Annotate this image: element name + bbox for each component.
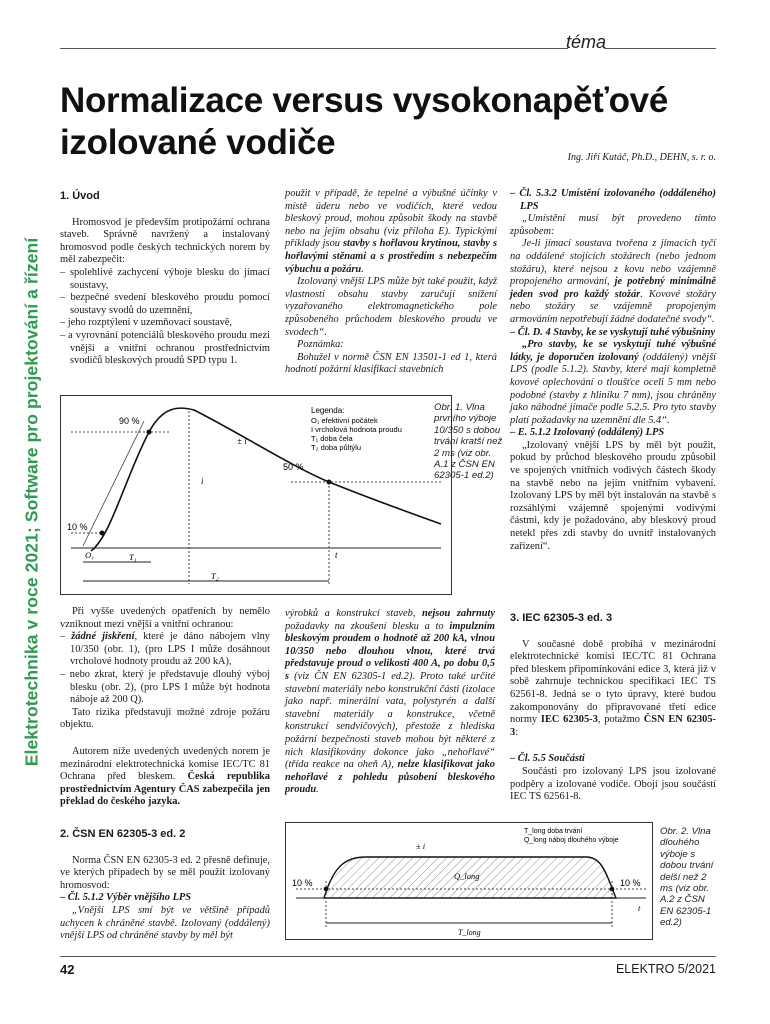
paragraph: Součásti pro izolovaný LPS jsou izolované podpěry a izolované vodiče. Obojí jsou součástí IEC TS 62561-8. <box>510 765 716 803</box>
figure-1 <box>60 395 452 595</box>
label-10-left: 10 % <box>292 878 313 888</box>
label-t1: T₁ <box>129 552 137 562</box>
quote <box>510 238 716 326</box>
paragraph: Při vyšše uvedených opatřeních by nemělo vzniknout mezi vnější a vnitřní ochranou: <box>60 606 270 630</box>
legend-item: T₂ doba půltýlu <box>311 443 362 452</box>
article-ref: – Čl. 5.5 Součásti <box>510 753 585 765</box>
label-o1: O₁ <box>85 550 95 560</box>
long-wave-chart <box>286 823 654 941</box>
article-ref: – Čl. D. 4 Stavby, ke se vyskytují tuhé výbušniny <box>510 326 716 338</box>
text-span: . <box>361 263 364 275</box>
paragraph: Izolovaný vnější LPS může být také použit, když vlastnosti obsahu stavby zaručují snížení vyzařovaného elektromagnetického pole způsobeného průchodem bleskového proudu ve svodech“. <box>285 276 497 338</box>
bold-span: nejsou zahrnuty <box>422 608 496 619</box>
label-pm-i: ± i <box>237 436 247 446</box>
text-span: požadavky na zkoušení blesku a to <box>285 620 450 632</box>
point-90 <box>147 430 152 435</box>
column-1-mid <box>60 606 270 809</box>
label-t: t <box>335 550 338 560</box>
side-band <box>14 58 50 946</box>
label-t: t <box>638 903 641 913</box>
column-1-top <box>60 190 270 368</box>
legend-item: Q_long náboj dlouhého výboje <box>524 837 619 844</box>
legend-item: T₁ doba čela <box>311 434 353 443</box>
point-10 <box>100 531 105 536</box>
rubric-rule-right <box>604 48 716 49</box>
heading-csn: 2. ČSN EN 62305-3 ed. 2 <box>60 828 186 840</box>
article-ref: – E. 5.1.2 Izolovaný (oddálený) LPS <box>510 427 665 439</box>
bold-span: nelze klasifikovat jako nehořlavé z pohledu působení bleskového proudu <box>285 759 495 796</box>
paragraph <box>285 188 497 276</box>
heading-uvod: 1. Úvod <box>60 190 100 202</box>
text-span: , potažmo <box>597 714 644 726</box>
label-10: 10 % <box>67 522 88 532</box>
legend-item: I vrcholová hodnota proudu <box>311 425 402 434</box>
figure-2-caption: Obr. 2. Vlna dlouhého výboje s dobou trvání delší než 2 ms (viz obr. A.2 z ČSN EN 62305-1 ed.2) <box>660 826 714 929</box>
text-span: V současné době probíhá v mezinárodní elektrotechnické komisi IEC/TC 81 Ochrana před bleskem připomínkování edice 3, která již v sobě zahrnuje technickou specifikaci IEC TS 62561-8. Jedná se o tyto úpravy, které budou zakomponovány do připravované třetí edice normy <box>510 638 716 726</box>
list-item: – nebo zkrat, který je představuje dlouhý výboj blesku (obr. 2), (pro LPS I může být hodnota náboje až 200 Q). <box>60 668 270 706</box>
figure-1-caption: Obr. 1. Vlna prvního výboje 10/350 s dobou trvání kratší než 2 ms (viz obr. A.1 z ČSN EN 62305-1 ed.2) <box>434 402 503 482</box>
point-50 <box>327 480 332 485</box>
page-number: 42 <box>60 962 75 977</box>
figure-2 <box>285 822 653 940</box>
side-band-text: Elektrotechnika v roce 2021; Software pro projektování a řízení <box>21 237 42 767</box>
bold-span: stavby s hořlavou krytinou, stavby s hořlavými stěnami a s prostředím s nebezpečím výbuchu a požáru <box>285 238 497 275</box>
text-span: . <box>316 784 319 796</box>
legend-item: T_long doba trvání <box>524 828 583 835</box>
list-item: – spolehlivé zachycení výboje blesku do jímací soustavy, <box>60 266 270 291</box>
paragraph: Norma ČSN EN 62305-3 ed. 2 přesně definuje, ve kterých případech by se měl použít izolovaný hromosvod: <box>60 854 270 891</box>
paragraph: Tato rizika představují možné zdroje požáru objektu. <box>60 706 270 731</box>
quote: „Vnější LPS smí být ve většině případů uchycen k chráněné stavbě. Izolovaný (oddálený) vnější LPS od chráněné stavby by měl být <box>60 904 270 942</box>
paragraph <box>285 608 495 797</box>
text-span: , které je dáno nábojem vlny 10/350 (obr. 1), (pro LPS I může dosáhnout vrcholové hodnoty proudu až 200 kA), <box>70 631 270 668</box>
paragraph <box>510 639 716 740</box>
column-2-top <box>285 188 497 377</box>
bold-span: IEC 62305-3 <box>540 714 598 726</box>
bold-span: Česká republika prostřednictvím Agentury ČAS zabezpečila jen překlad do českého jazyka. <box>60 771 270 808</box>
text-span: Je-li jímací soustava tvořena z jímacích tyčí na oddálené stojících stožárech (nebo jednom stožáru), které nejsou z kovu nebo vzájemně propojeného armování, <box>510 238 716 288</box>
label-90: 90 % <box>119 416 140 426</box>
text-span: . Kovové stožáry nebo stožáry se vzájemně propojeným armováním nepotřebují žádné dodatečné svody“. <box>510 288 716 325</box>
text-span: použit v případě, že tepelné a výbušné účinky v místě úderu nebo ve vodičích, které vedou bleskový proud, mohou způsobit škody na stavbě nebo na jejím obsahu (viz příloha E). Typickými příklady jsou <box>285 188 497 250</box>
legend-title: Legenda: <box>311 406 345 415</box>
point-end <box>610 887 615 892</box>
article-ref: – Čl. 5.1.2 Výběr vnějšího LPS <box>60 892 192 904</box>
label-qlong: Q_long <box>454 871 480 881</box>
quote <box>510 339 716 427</box>
front-line <box>83 421 144 546</box>
impulse-wave-chart <box>61 396 453 596</box>
column-1-bottom <box>60 828 270 943</box>
list-item: – a vyrovnání potenciálů bleskového proudu mezi vnější a vnitřní ochranou prostřednictvím svodičů bleskových proudů SPD typu 1. <box>60 329 270 367</box>
text-span: Autorem níže uvedených uvedených norem je mezinárodní elektrotechnická komise IEC/TC 81 Ochrana před bleskem. <box>60 745 270 783</box>
text-span: (viz ČN EN 62305-1 ed.2). Proto také určité stavební materiály nebo konstrukční části (izolace jako např. minerální vata, polystyrén a další stavební materiály a konstrukce, včetně konstrukcí sendvičových), přestože z hlediska požární bezpečnosti staveb mohou být některé z nich klasifikovány dokonce jako „nehořlavé“ (třída reakce na oheň A), <box>285 670 495 771</box>
text-span: : <box>515 726 519 738</box>
bold-span: je potřebný minimálně jeden svod pro každý stožár <box>510 276 716 300</box>
paragraph <box>60 746 270 809</box>
bold-span: ČSN EN 62305-3 <box>510 714 717 738</box>
article-ref: – Čl. 5.3.2 Umístění izolovaného (oddáleného) LPS <box>510 188 716 212</box>
label-10-right: 10 % <box>620 878 641 888</box>
paragraph: Bohužel v normě ČSN EN 13501-1 ed 1, která hodnotí požární klasifikaci stavebních <box>285 351 497 376</box>
quote: „Izolovaný vnější LPS by měl být použit, pokud by průchod bleskového proudu způsobil ve spojených vnitřních vodivých částech škody na stavbě nebo na jejím vnitřním vybavení. Izolovaný LPS by měl být instalován na stavbě s rozsáhlými vzájemně spojenými vodivými částmi, kdy je požadováno, aby bleskový proud netekl přes zdi stavby do uvnitř instalovaných zařízení“. <box>510 439 716 552</box>
list-item: – bezpečné svedení bleskového proudu pomocí soustavy svodů do uzemnění, <box>60 292 270 316</box>
point-start <box>324 887 329 892</box>
bold-span: žádné jiskření <box>71 631 135 643</box>
text-span: (oddálený) vnější LPS (podle 5.1.2). Stavby, které mají kompletně kovové oplechování o tloušťce oceli 5 mm nebo podobné (stavby z hliníku 7 mm), jsou chráněny jako náhodné jímače podle 5.2.5. Pro tyto stavby platí požadavky na uzemnění dle 5.4“. <box>510 351 716 426</box>
column-3-mid <box>510 612 716 804</box>
rubric-label: téma <box>566 32 607 52</box>
bold-span: „Pro stavby, ke se vyskytují tuhé výbušné látky, je doporučen izolovaný <box>510 339 716 363</box>
text-span: výrobků a konstrukcí staveb, <box>285 608 423 619</box>
spacer <box>510 739 716 753</box>
column-3-top <box>510 188 716 553</box>
rubric-rule <box>60 48 568 49</box>
bold-span: impulzním bleskovým proudem o hodnotě až 200 kA, vlnou 10/350 nebo dlouhou vlnou, které trvá představuje proud o velikosti 400 A, po dobu 0,5 s <box>285 620 495 682</box>
label-50: 50 % <box>283 462 304 472</box>
footer-rule <box>60 956 716 957</box>
label-t2: T₂ <box>211 571 219 581</box>
spacer <box>60 732 270 746</box>
magazine-issue: ELEKTRO 5/2021 <box>615 962 716 976</box>
paragraph: Poznámka: <box>297 339 344 351</box>
column-2-mid <box>285 608 495 797</box>
label-i: i <box>201 476 204 486</box>
label-tlong: T_long <box>458 928 481 937</box>
paragraph: Hromosvod je především protipožární ochrana staveb. Správně navržený a instalovaný hromosvod podle českých technických norem by měl zabezpečit: <box>60 216 270 266</box>
label-pm-i: ± i <box>416 841 426 851</box>
heading-iec: 3. IEC 62305-3 ed. 3 <box>510 612 613 624</box>
article-title: Normalizace versus vysokonapěťové izolované vodiče <box>60 81 669 162</box>
list-item: – žádné jiskření, které je dáno nábojem vlny 10/350 (obr. 1), (pro LPS I může dosáhnout vrcholové hodnoty proudu až 200 kA), <box>60 631 270 668</box>
author-line: Ing. Jiří Kutáč, Ph.D., DEHN, s. r. o. <box>567 152 716 163</box>
quote: „Umístění musí být provedeno tímto způsobem: <box>510 213 716 237</box>
legend-item: O₁ efektivní počátek <box>311 416 378 425</box>
list-item: – jeho rozptýlení v uzemňovací soustavě, <box>60 317 232 329</box>
